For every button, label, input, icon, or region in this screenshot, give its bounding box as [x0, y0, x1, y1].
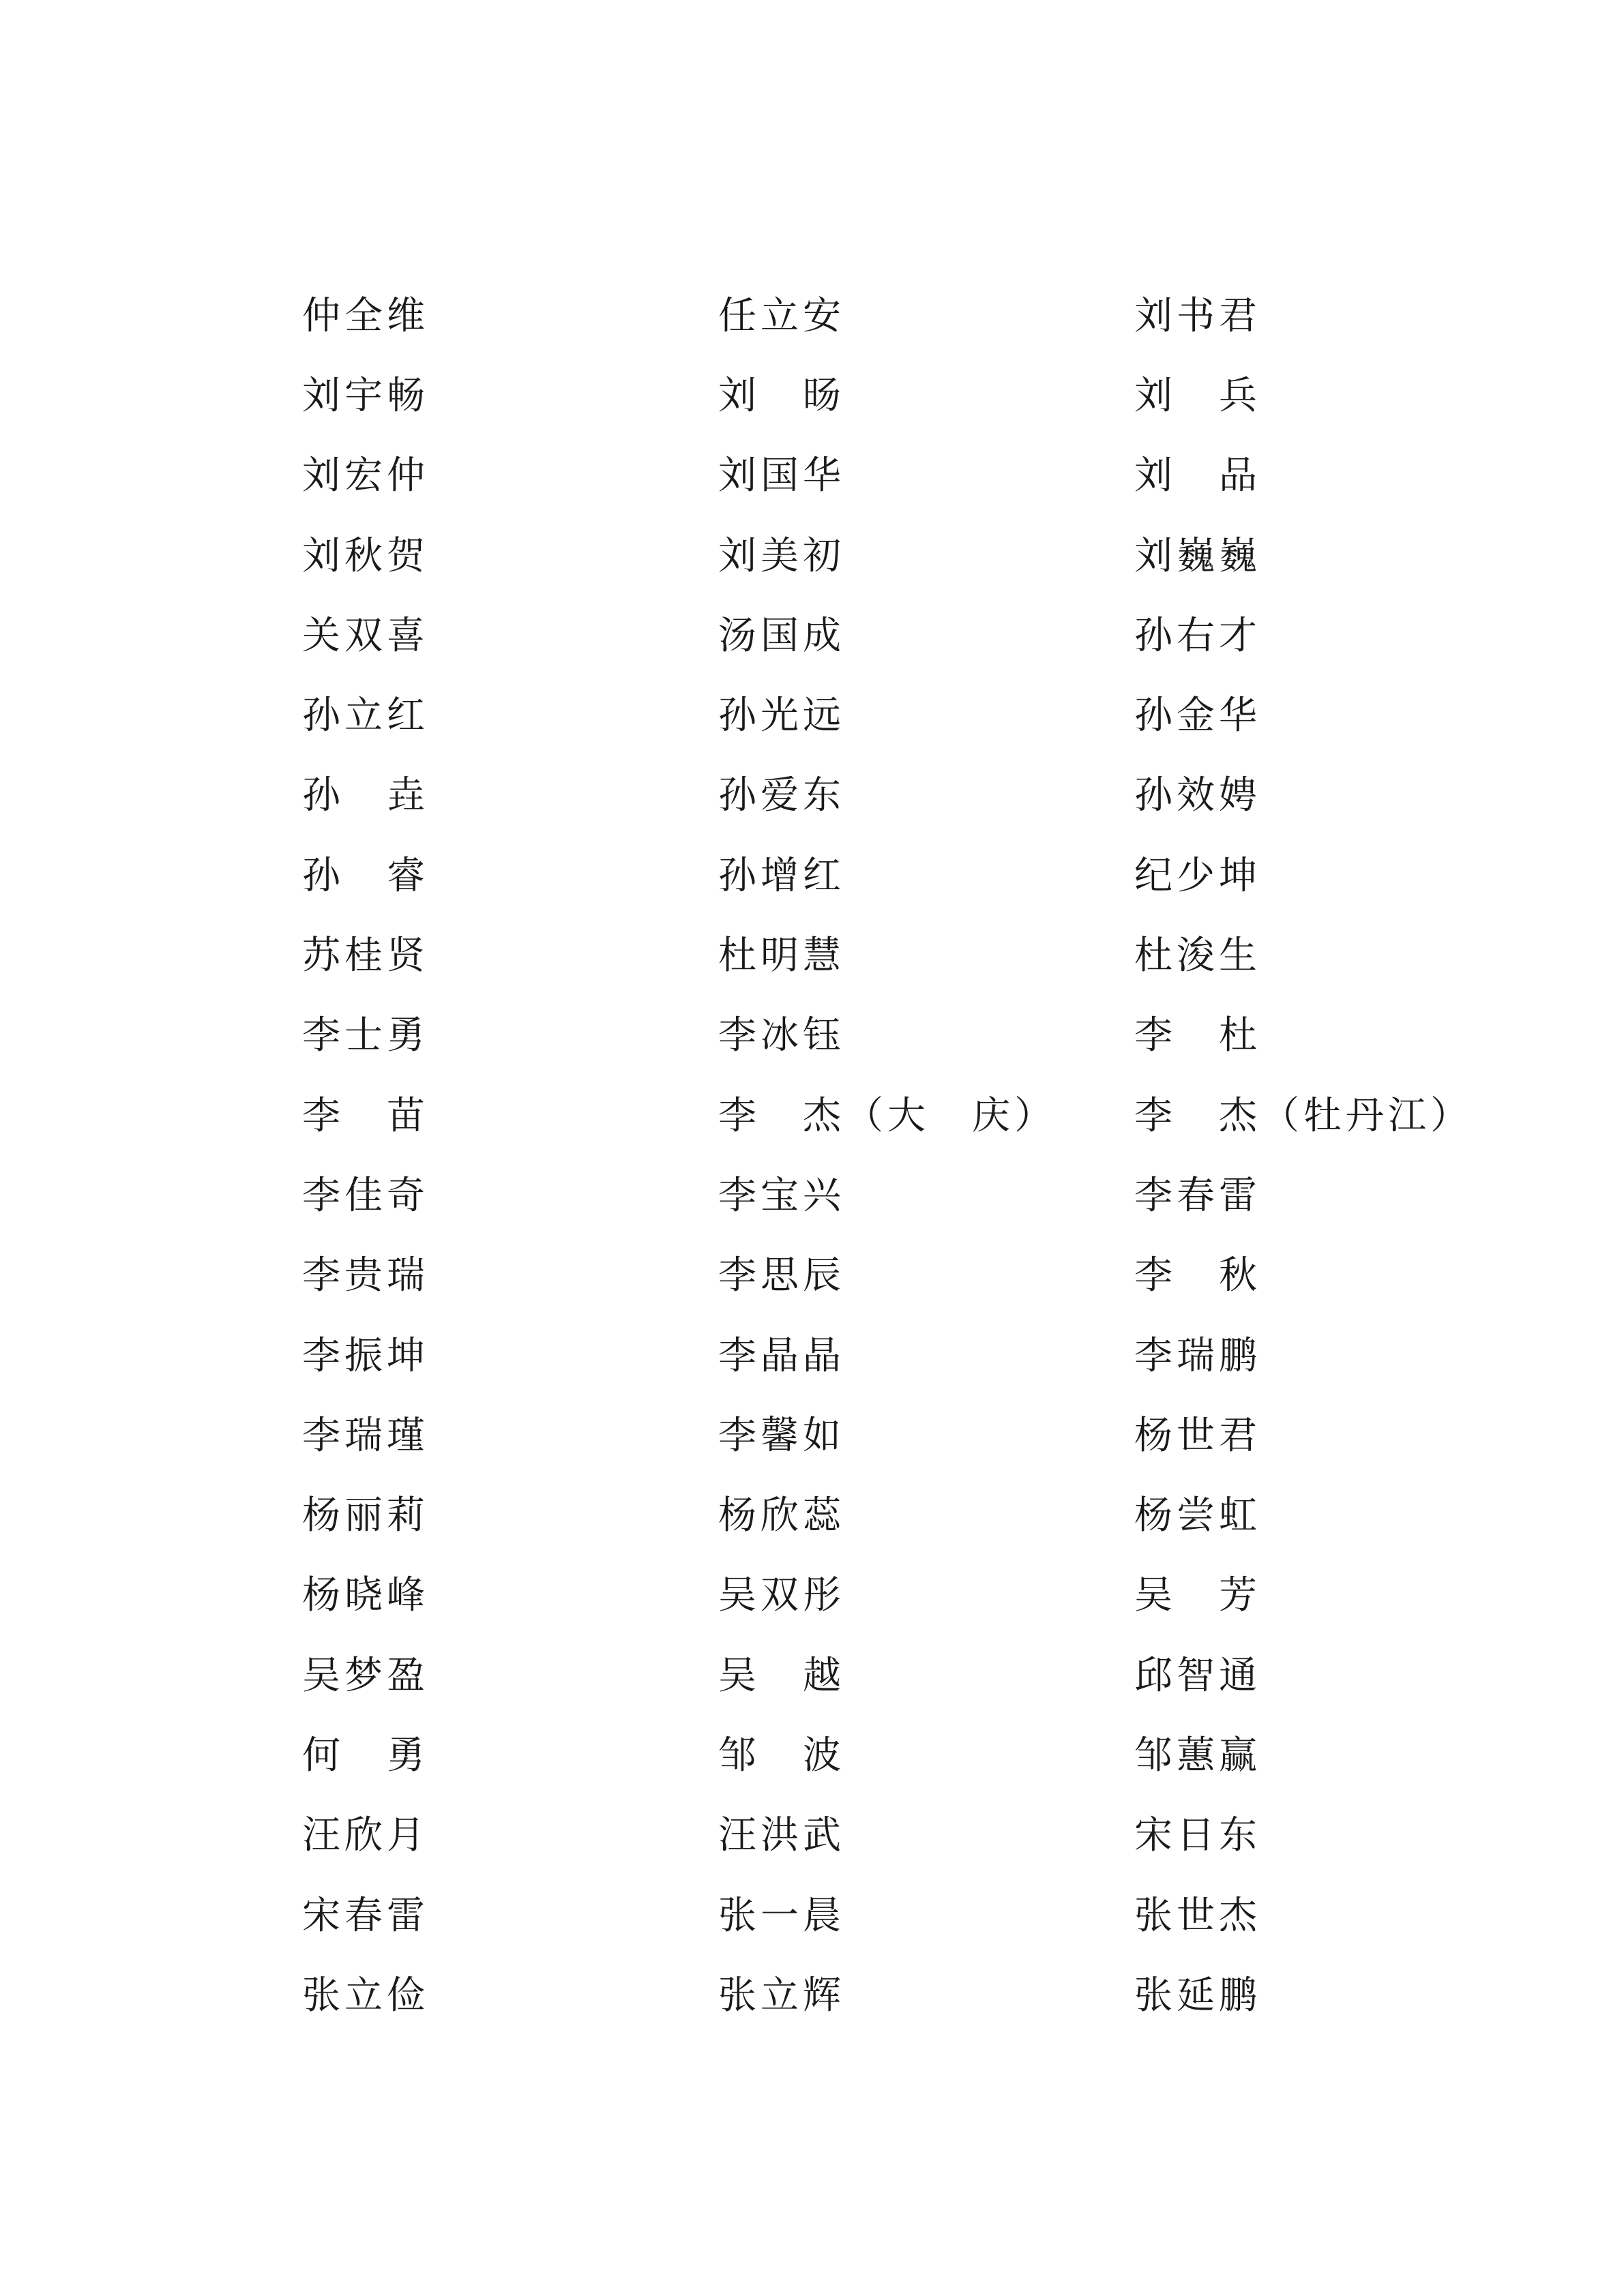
name-entry: 孙增红 — [718, 853, 845, 898]
name-entry: 杨丽莉 — [302, 1493, 429, 1538]
name-entry: 汪欣月 — [302, 1813, 429, 1858]
name-entry: 汤国成 — [718, 613, 845, 658]
name-entry: 刘美初 — [718, 533, 845, 578]
name-entry: 关双喜 — [302, 613, 429, 658]
name-entry: 杨欣蕊 — [718, 1493, 845, 1538]
name-entry: 李贵瑞 — [302, 1253, 429, 1298]
name-entry: 李 苗 — [302, 1093, 429, 1138]
name-entry: 刘宏仲 — [302, 453, 429, 498]
name-entry: 刘 品 — [1134, 453, 1261, 498]
name-entry: 杜明慧 — [718, 934, 845, 979]
name-entry: 杨晓峰 — [302, 1573, 429, 1618]
name-entry: 孙光远 — [718, 694, 845, 739]
name-entry: 宋春雷 — [302, 1893, 429, 1938]
name-entry: 汪洪武 — [718, 1813, 845, 1858]
name-entry: 孙效娉 — [1134, 773, 1261, 818]
name-entry: 李冰钰 — [718, 1013, 845, 1058]
name-entry: 李宝兴 — [718, 1173, 845, 1218]
name-entry: 孙爱东 — [718, 773, 845, 818]
name-entry: 李佳奇 — [302, 1173, 429, 1218]
name-entry: 李 杜 — [1134, 1013, 1261, 1058]
name-entry: 何 勇 — [302, 1733, 429, 1778]
name-entry: 仲全维 — [302, 293, 429, 338]
name-entry: 张立俭 — [302, 1973, 429, 2018]
name-entry: 杨世君 — [1134, 1413, 1261, 1458]
name-entry: 刘 兵 — [1134, 373, 1261, 418]
name-entry: 李思辰 — [718, 1253, 845, 1298]
name-entry: 苏桂贤 — [302, 934, 429, 979]
name-entry: 孙 睿 — [302, 853, 429, 898]
name-entry: 任立安 — [718, 293, 845, 338]
name-entry: 李 杰（大 庆） — [718, 1093, 1057, 1138]
name-entry: 李晶晶 — [718, 1333, 845, 1378]
name-entry: 吴双彤 — [718, 1573, 845, 1618]
name-entry: 李 秋 — [1134, 1253, 1261, 1298]
name-entry: 吴梦盈 — [302, 1653, 429, 1698]
name-entry: 李 杰（牡丹江） — [1134, 1093, 1473, 1138]
name-entry: 邹蕙赢 — [1134, 1733, 1261, 1778]
name-entry: 刘书君 — [1134, 293, 1261, 338]
name-entry: 杨尝虹 — [1134, 1493, 1261, 1538]
name-entry: 刘巍巍 — [1134, 533, 1261, 578]
name-entry: 李瑞瑾 — [302, 1413, 429, 1458]
name-entry: 张世杰 — [1134, 1893, 1261, 1938]
name-list — [302, 276, 1544, 2036]
name-entry: 孙右才 — [1134, 613, 1261, 658]
name-entry: 吴 芳 — [1134, 1573, 1261, 1618]
name-entry: 刘秋贺 — [302, 533, 429, 578]
name-entry: 李春雷 — [1134, 1173, 1261, 1218]
name-entry: 孙金华 — [1134, 694, 1261, 739]
name-entry: 杜浚生 — [1134, 934, 1261, 979]
name-entry: 孙立红 — [302, 694, 429, 739]
name-entry: 李瑞鹏 — [1134, 1333, 1261, 1378]
name-entry: 刘宇畅 — [302, 373, 429, 418]
name-entry: 张延鹏 — [1134, 1973, 1261, 2018]
name-entry: 刘国华 — [718, 453, 845, 498]
name-entry: 邱智通 — [1134, 1653, 1261, 1698]
name-entry: 邹 波 — [718, 1733, 845, 1778]
name-entry: 吴 越 — [718, 1653, 845, 1698]
name-entry: 李振坤 — [302, 1333, 429, 1378]
name-entry: 刘 旸 — [718, 373, 845, 418]
name-entry: 纪少坤 — [1134, 853, 1261, 898]
name-entry: 孙 垚 — [302, 773, 429, 818]
name-entry: 张立辉 — [718, 1973, 845, 2018]
name-entry: 李馨如 — [718, 1413, 845, 1458]
name-entry: 张一晨 — [718, 1893, 845, 1938]
name-entry: 李士勇 — [302, 1013, 429, 1058]
name-entry: 宋日东 — [1134, 1813, 1261, 1858]
